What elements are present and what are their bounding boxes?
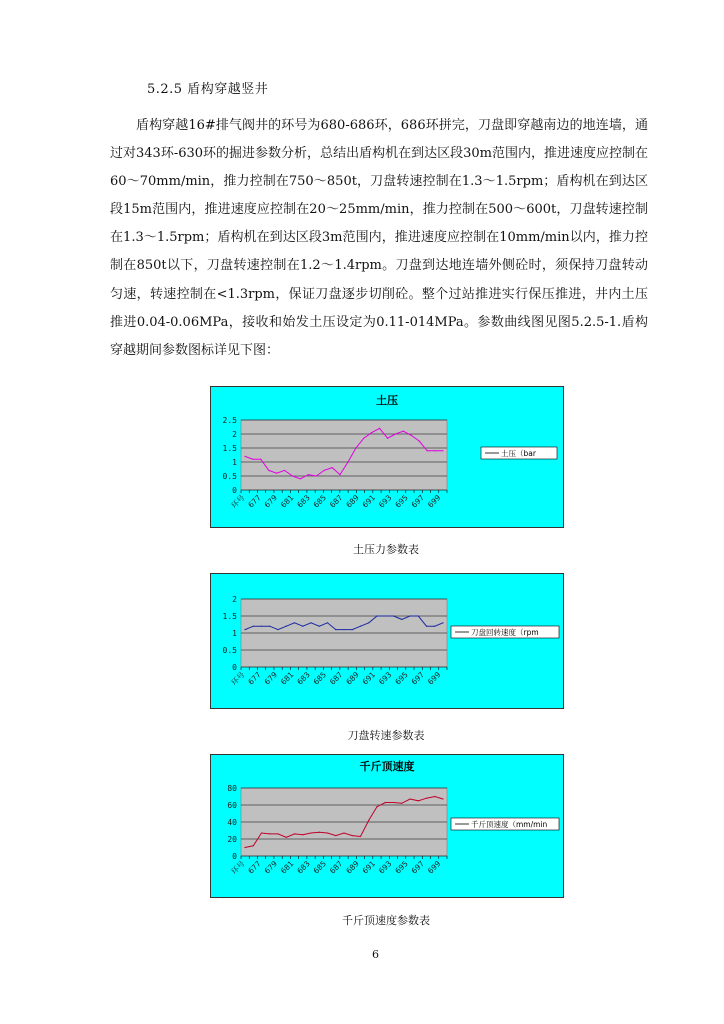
y-tick-label: 80 <box>227 784 237 793</box>
x-tick-label: 691 <box>360 493 378 510</box>
data-point <box>419 440 420 441</box>
x-tick-label: 环号 <box>229 493 247 511</box>
data-point <box>434 626 435 627</box>
data-point <box>401 803 402 804</box>
data-point <box>427 450 428 451</box>
y-tick-label: 2 <box>232 430 237 439</box>
x-tick-label: 689 <box>344 859 361 876</box>
data-point <box>339 474 340 475</box>
legend <box>451 626 559 638</box>
data-point <box>302 626 303 627</box>
chart-title: 千斤顶速度 <box>359 760 415 773</box>
data-point <box>352 629 353 630</box>
jack-speed-chart <box>210 754 564 898</box>
section-heading: 5.2.5 盾构穿越竖井 <box>147 82 269 97</box>
body-paragraph: 盾构穿越16#排气阀井的环号为680-686环，686环拼完，刀盘即穿越南边的地连墙，通过对343环-630环的掘进参数分析，总结出盾构机在到达区段30m范围内，推进速度应控制在60～70mm/min，推力控制在750～850t，刀盘转速控制在1.3～1.5rpm；盾构机在到达区段15m范围内，推进速度应控制在20～25mm/min，推力控制在500～600t，刀盘转速控制在1.3～1.5rpm；盾构机在到达区段3m范围内，推进速度应控制在10mm/min以内，推力控制在850t以下，刀盘转速控制在1.2～1.4rpm。刀盘到达地连墙外侧砼时，须保持刀盘转动匀速，转速控制在<1.3rpm，保证刀盘逐步切削砼。整个过站推进实行保压推进，井内土压推进0.04-0.06MPa，接收和始发土压设定为0.11-014MPa。参数曲线图见图5.2.5-1.盾构穿越期间参数图标详见下图： <box>110 118 648 358</box>
data-point <box>368 622 369 623</box>
data-point <box>335 835 336 836</box>
x-tick-label: 685 <box>311 493 329 510</box>
y-tick-label: 40 <box>227 818 237 827</box>
data-point <box>409 798 410 799</box>
data-point <box>418 800 419 801</box>
legend <box>481 447 557 459</box>
data-point <box>294 833 295 834</box>
y-tick-label: 0 <box>232 486 237 495</box>
data-point <box>284 470 285 471</box>
y-tick-label: 0.5 <box>222 472 237 481</box>
x-tick-label: 697 <box>409 859 427 876</box>
x-tick-label: 681 <box>278 493 296 510</box>
data-point <box>395 433 396 434</box>
data-point <box>316 475 317 476</box>
data-point <box>368 820 369 821</box>
data-point <box>343 832 344 833</box>
data-point <box>294 622 295 623</box>
data-point <box>385 615 386 616</box>
data-point <box>387 438 388 439</box>
x-tick-label: 695 <box>393 670 410 687</box>
data-point <box>286 626 287 627</box>
data-point <box>335 629 336 630</box>
data-point <box>403 431 404 432</box>
legend <box>451 818 559 830</box>
x-tick-label: 699 <box>425 859 443 876</box>
y-tick-label: 0 <box>232 852 237 861</box>
data-point <box>268 470 269 471</box>
x-tick-label: 环号 <box>229 859 247 877</box>
x-tick-label: 689 <box>344 670 361 687</box>
x-tick-label: 691 <box>360 670 378 687</box>
data-point <box>277 833 278 834</box>
y-tick-label: 20 <box>227 835 237 844</box>
data-point <box>302 834 303 835</box>
x-tick-label: 685 <box>311 670 329 687</box>
data-point <box>360 626 361 627</box>
plot-area <box>241 420 447 490</box>
x-tick-label: 683 <box>295 670 312 687</box>
data-point <box>308 474 309 475</box>
y-tick-label: 60 <box>227 801 237 810</box>
data-point <box>324 470 325 471</box>
x-tick-label: 697 <box>409 493 427 510</box>
data-point <box>376 615 377 616</box>
data-point <box>292 475 293 476</box>
data-point <box>277 629 278 630</box>
x-tick-label: 699 <box>425 493 443 510</box>
data-point <box>355 447 356 448</box>
data-point <box>327 622 328 623</box>
data-point <box>244 456 245 457</box>
cutter-speed-chart-svg <box>211 574 563 708</box>
data-point <box>343 629 344 630</box>
data-point <box>434 450 435 451</box>
jack-speed-caption: 千斤顶速度参数表 <box>342 914 430 927</box>
data-point <box>327 832 328 833</box>
data-point <box>442 622 443 623</box>
x-tick-label: 687 <box>327 859 345 876</box>
x-tick-label: 685 <box>311 859 329 876</box>
data-point <box>434 796 435 797</box>
y-tick-label: 1 <box>232 629 237 638</box>
data-point <box>244 629 245 630</box>
earth-pressure-chart-svg <box>211 387 563 527</box>
y-tick-label: 0.5 <box>222 646 237 655</box>
data-point <box>376 806 377 807</box>
earth-pressure-caption: 土压力参数表 <box>353 543 419 556</box>
x-tick-label: 677 <box>246 670 263 687</box>
x-tick-label: 693 <box>376 859 394 876</box>
x-tick-label: 681 <box>278 670 296 687</box>
x-tick-label: 687 <box>327 670 345 687</box>
data-point <box>300 478 301 479</box>
x-tick-label: 679 <box>262 859 280 876</box>
data-point <box>401 619 402 620</box>
x-tick-label: 683 <box>295 859 312 876</box>
data-point <box>310 832 311 833</box>
data-point <box>319 626 320 627</box>
y-tick-label: 2 <box>232 595 237 604</box>
legend-label: 刀盘回转速度（rpm <box>471 628 539 637</box>
x-tick-label: 687 <box>327 493 345 510</box>
data-point <box>269 626 270 627</box>
data-point <box>253 845 254 846</box>
cutter-speed-caption: 刀盘转速参数表 <box>347 729 425 742</box>
y-tick-label: 2.5 <box>222 416 237 425</box>
earth-pressure-chart <box>210 386 564 528</box>
data-point <box>261 626 262 627</box>
data-point <box>332 467 333 468</box>
x-tick-label: 689 <box>344 493 361 510</box>
data-point <box>310 622 311 623</box>
x-tick-label: 679 <box>262 493 280 510</box>
data-point <box>352 835 353 836</box>
data-point <box>393 802 394 803</box>
x-tick-label: 691 <box>360 859 378 876</box>
chart-title: 土压 <box>376 394 398 407</box>
data-point <box>426 798 427 799</box>
y-tick-label: 1 <box>232 458 237 467</box>
data-point <box>371 432 372 433</box>
x-tick-label: 699 <box>425 670 443 687</box>
page-number: 6 <box>372 948 379 961</box>
x-tick-label: 环号 <box>229 670 247 688</box>
x-tick-label: 683 <box>295 493 312 510</box>
data-point <box>252 459 253 460</box>
data-point <box>286 837 287 838</box>
data-point <box>261 832 262 833</box>
jack-speed-chart-svg <box>211 755 563 897</box>
data-point <box>347 461 348 462</box>
x-tick-label: 693 <box>376 670 394 687</box>
cutter-speed-chart <box>210 573 564 709</box>
data-point <box>393 615 394 616</box>
data-point <box>442 450 443 451</box>
x-tick-label: 693 <box>376 493 394 510</box>
data-point <box>426 626 427 627</box>
legend-label: 土压（bar <box>501 449 536 458</box>
data-point <box>409 615 410 616</box>
x-tick-label: 695 <box>393 493 410 510</box>
x-tick-label: 679 <box>262 670 280 687</box>
data-point <box>385 802 386 803</box>
data-point <box>244 847 245 848</box>
legend-label: 千斤顶速度（mm/min <box>471 820 548 829</box>
data-point <box>363 438 364 439</box>
data-point <box>379 428 380 429</box>
data-point <box>411 435 412 436</box>
data-point <box>260 459 261 460</box>
x-tick-label: 695 <box>393 859 410 876</box>
data-point <box>253 626 254 627</box>
data-point <box>269 833 270 834</box>
data-point <box>276 473 277 474</box>
data-point <box>442 798 443 799</box>
y-tick-label: 1.5 <box>222 612 237 621</box>
data-point <box>319 832 320 833</box>
data-point <box>418 615 419 616</box>
data-point <box>360 836 361 837</box>
x-tick-label: 677 <box>246 493 263 510</box>
x-tick-label: 681 <box>278 859 296 876</box>
y-tick-label: 0 <box>232 663 237 672</box>
y-tick-label: 1.5 <box>222 444 237 453</box>
x-tick-label: 677 <box>246 859 263 876</box>
x-tick-label: 697 <box>409 670 427 687</box>
